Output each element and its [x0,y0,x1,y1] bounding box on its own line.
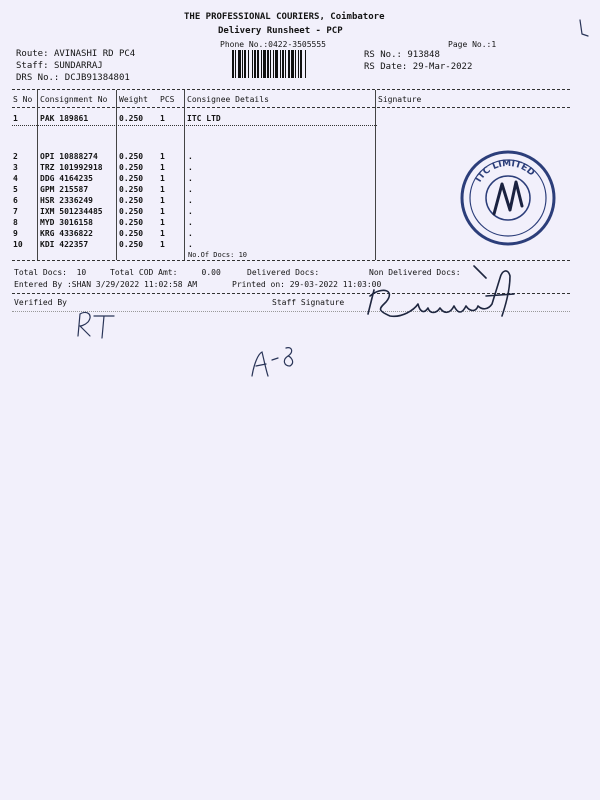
row-separator [12,125,377,126]
staff-signature-label: Staff Signature [272,298,345,307]
row-weight: 0.250 [119,185,144,194]
corner-pen-mark [576,18,592,40]
drs-label: DRS No.: [16,73,60,83]
rs-no-label: RS No.: [364,50,402,60]
row-sno: 7 [13,207,18,216]
column-header-pcs: PCS [160,95,175,104]
column-header-weight: Weight [119,95,148,104]
column-header-consignee: Consignee Details [187,95,269,104]
rs-date-value: 29-Mar-2022 [412,62,473,72]
drs-value: DCJB91384801 [64,73,130,83]
row-weight: 0.250 [119,174,144,183]
row-sno: 3 [13,163,18,172]
row-weight: 0.250 [119,229,144,238]
row-pcs: 1 [160,152,165,161]
row-consignment: OPI 10888274 [40,152,98,161]
row-pcs: 1 [160,185,165,194]
row-consignee: . [188,207,193,216]
row-pcs: 1 [160,196,165,205]
row-pcs: 1 [160,163,165,172]
row-consignee: . [188,163,193,172]
phone-number: 0422-3505555 [268,40,326,49]
column-header-sno: S No [13,95,33,104]
column-header-signature: Signature [378,95,422,104]
column-header-consignment: Consignment No [40,95,108,104]
row-sno: 9 [13,229,18,238]
phone-row [220,40,326,49]
page-number: 1 [491,40,497,49]
row-consignee: ITC LTD [187,114,221,123]
row-consignment: KDI 422357 [40,240,89,249]
rs-date-label: RS Date: [364,62,408,72]
no-of-docs: No.Of Docs: 10 [188,251,248,259]
row-sno: 10 [13,240,23,249]
total-docs: Total Docs: 10 [14,268,87,277]
staff-row [16,61,103,71]
row-sno: 4 [13,174,18,183]
row-consignment: GPM 215587 [40,185,89,194]
row-consignment: DDG 4164235 [40,174,93,183]
row-consignee: . [188,174,193,183]
staff-value: SUNDARRAJ [53,61,103,71]
row-consignee: . [188,185,193,194]
phone-label: Phone No.: [220,40,269,49]
entered-by: Entered By :SHAN 3/29/2022 11:02:58 AM [14,280,198,289]
handwritten-initials [70,306,126,346]
row-pcs: 1 [160,229,165,238]
company-name: THE PROFESSIONAL COURIERS, Coimbatore [184,12,385,22]
row-consignee: . [188,152,193,161]
row-consignee: . [188,229,193,238]
staff-label: Staff: [16,61,49,71]
row-consignee: . [188,240,193,249]
table-header-rule [12,107,570,108]
row-consignment: IXM 501234485 [40,207,103,216]
row-sno: 1 [13,114,18,123]
row-sno: 2 [13,152,18,161]
row-weight: 0.250 [119,196,144,205]
row-pcs: 1 [160,207,165,216]
row-consignee: . [188,196,193,205]
page-label: Page No.: [448,40,492,49]
row-weight: 0.250 [119,207,144,216]
column-divider [184,90,185,260]
table-top-rule [12,89,570,90]
row-weight: 0.250 [119,114,144,123]
column-divider [116,90,117,260]
row-pcs: 1 [160,218,165,227]
route-row [16,49,135,59]
column-divider [375,90,376,260]
runsheet-title: Delivery Runsheet - PCP [218,26,343,36]
rs-no-value: 913848 [407,50,440,60]
itc-limited-stamp [458,148,558,248]
row-consignment: HSR 2336249 [40,196,93,205]
drs-row [16,73,130,83]
rs-date-row [364,62,472,72]
handwritten-signature [362,256,532,328]
row-consignment: PAK 189861 [40,114,89,123]
row-weight: 0.250 [119,152,144,161]
rs-no-row [364,50,440,60]
row-consignment: TRZ 101992918 [40,163,103,172]
barcode [232,50,360,78]
row-pcs: 1 [160,240,165,249]
route-label: Route: [16,49,49,59]
row-consignment: KRG 4336822 [40,229,93,238]
route-value: AVINASHI RD PC4 [53,49,136,59]
page-number-row [448,40,496,49]
row-weight: 0.250 [119,163,144,172]
row-pcs: 1 [160,174,165,183]
printed-on: Printed on: 29-03-2022 11:03:00 [232,280,382,289]
row-consignee: . [188,218,193,227]
row-sno: 6 [13,196,18,205]
row-weight: 0.250 [119,240,144,249]
total-cod-amount: Total COD Amt: 0.00 [110,268,221,277]
non-delivered-docs: Non Delivered Docs: [369,268,461,277]
verified-by: Verified By [14,298,67,307]
delivered-docs: Delivered Docs: [247,268,320,277]
row-sno: 5 [13,185,18,194]
row-pcs: 1 [160,114,165,123]
row-weight: 0.250 [119,218,144,227]
column-divider [37,90,38,260]
row-consignment: MYD 3016158 [40,218,93,227]
handwritten-note [246,340,300,384]
svg-text:ITC LIMITED: ITC LIMITED [473,158,537,185]
row-sno: 8 [13,218,18,227]
